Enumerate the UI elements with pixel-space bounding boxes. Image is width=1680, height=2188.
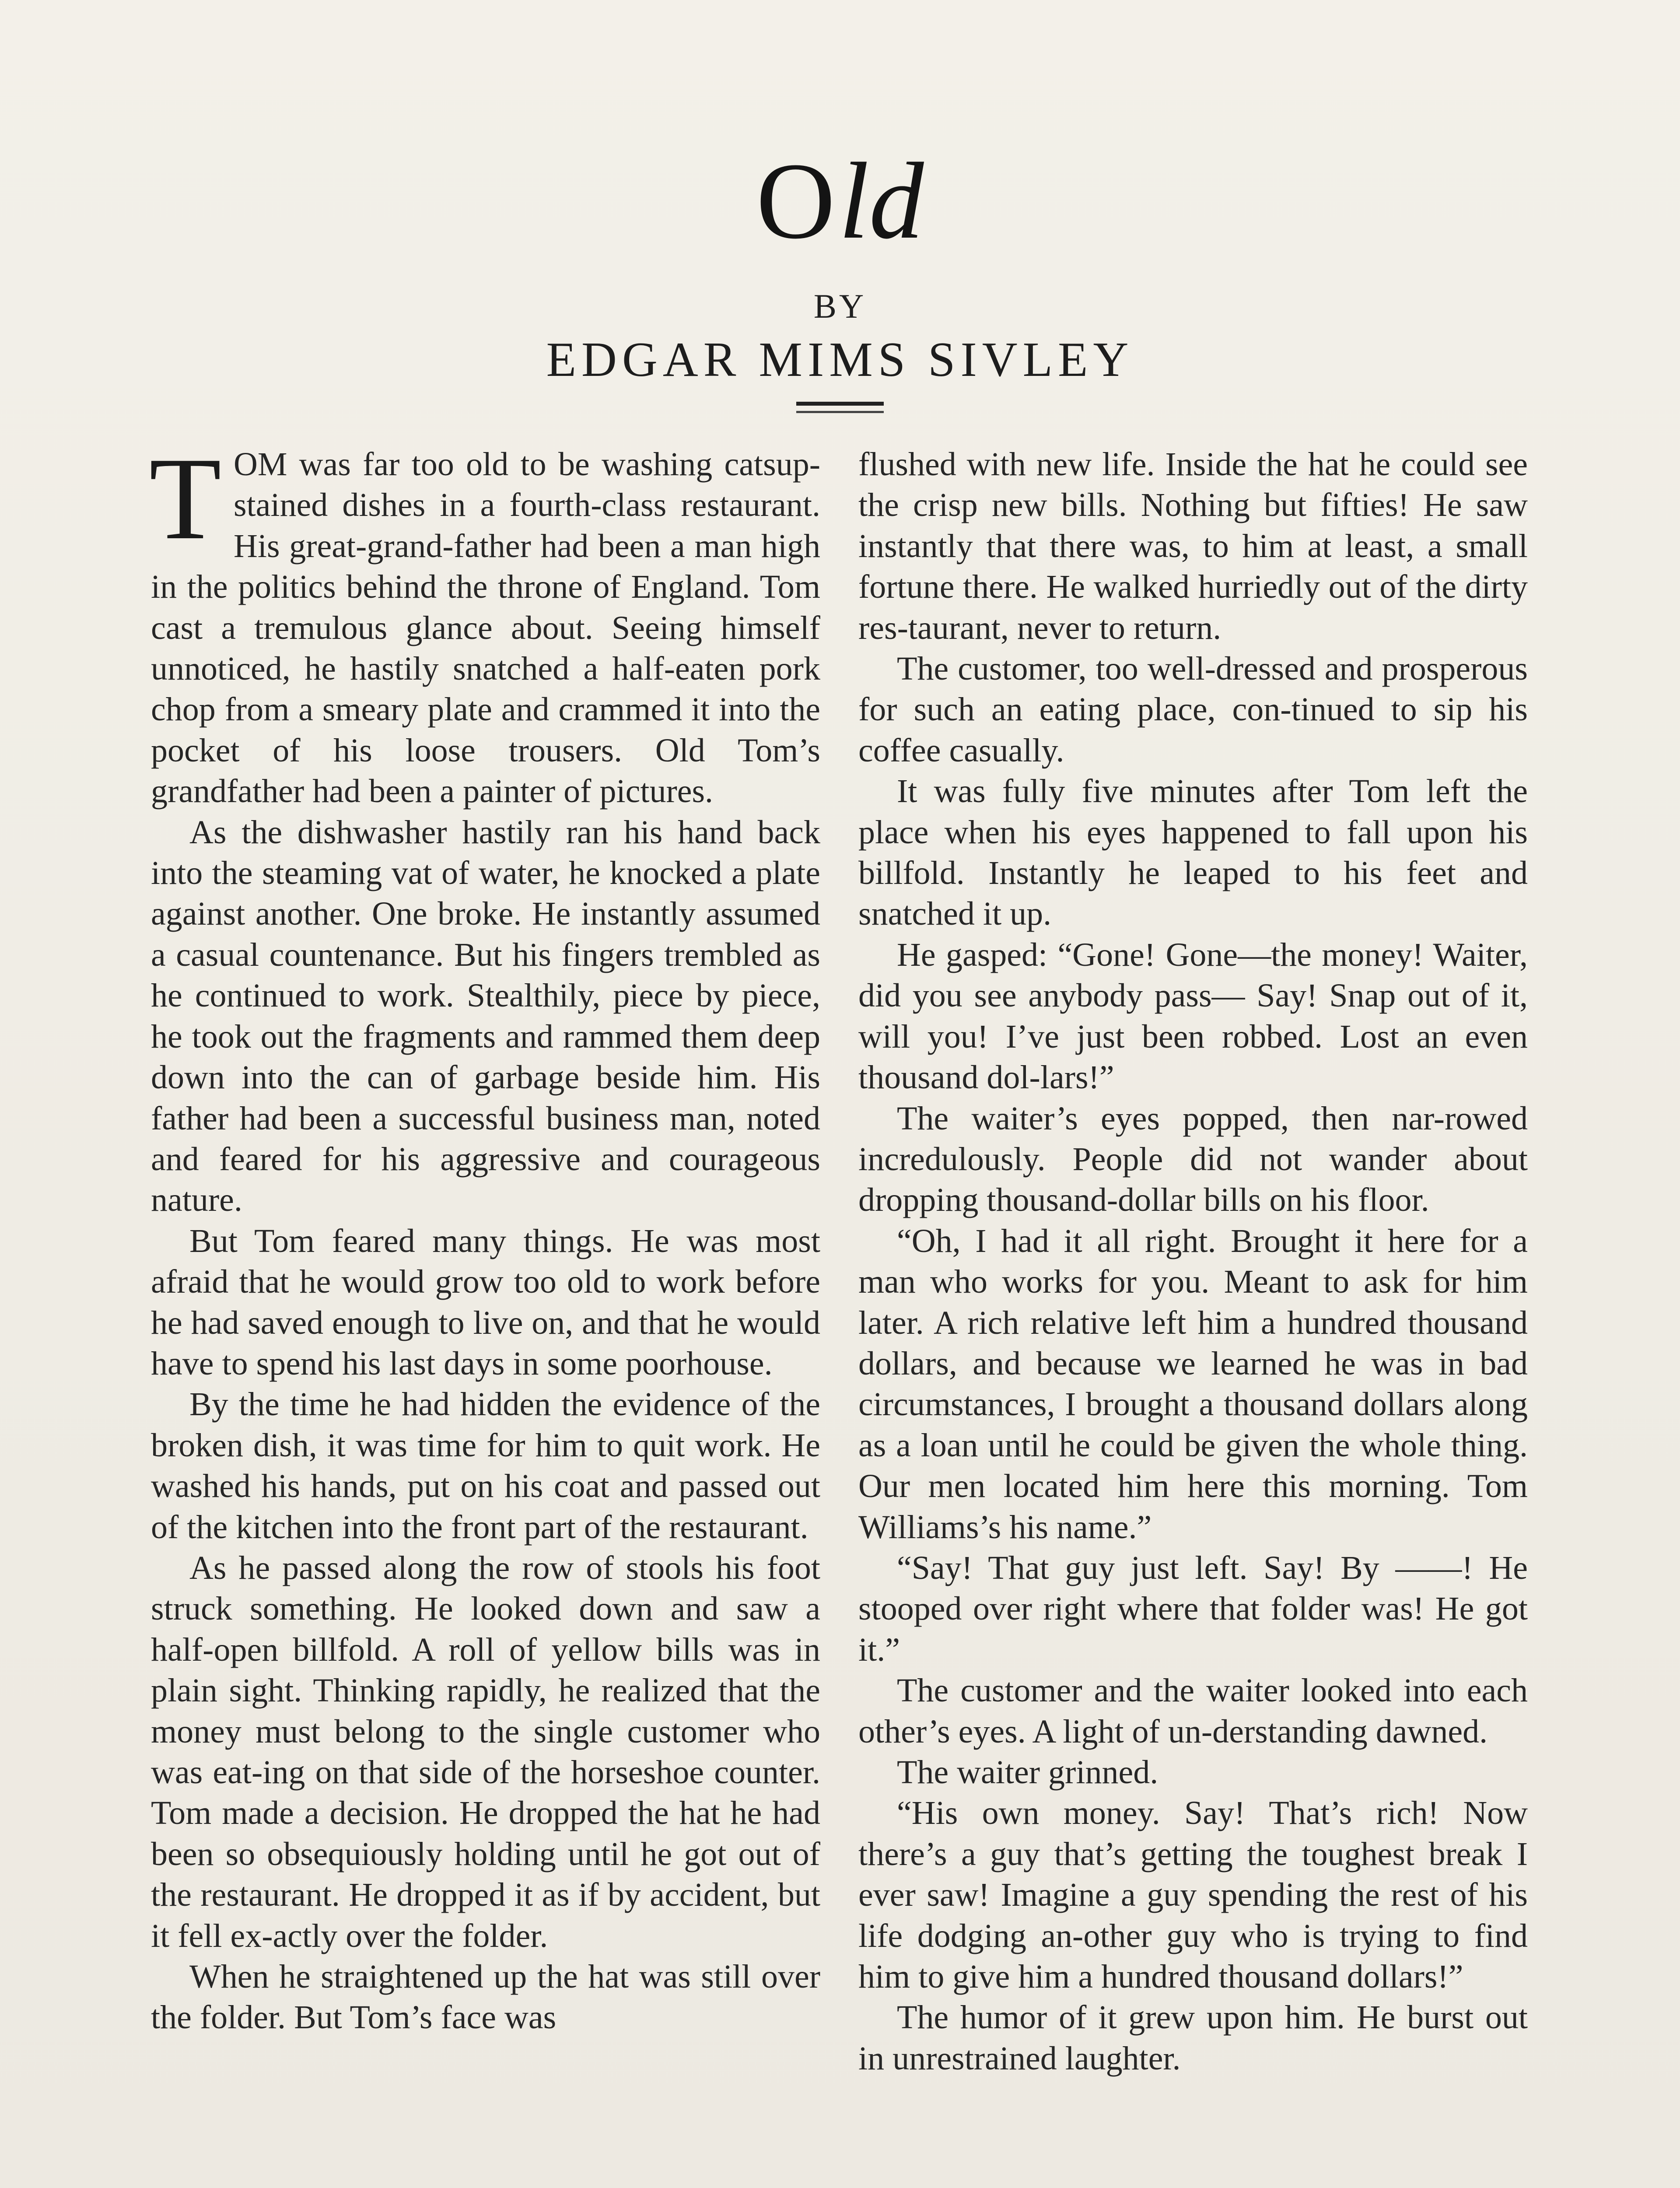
continued-paragraph: flushed with new life. Inside the hat he could see the crisp new bills. Nothing but fifties! He saw instantly that there was, to him at least, a small fortune there. He walked hurriedly out of the dirty res-taurant, never to return. — [858, 446, 1528, 646]
title-initial: O — [756, 140, 839, 262]
paragraph: By the time he had hidden the evidence of the broken dish, it was time for him to quit work. He washed his hands, put on his coat and passed out of the kitchen into the front part of the restaurant. — [151, 1386, 820, 1546]
paragraph: When he straightened up the hat was still over the folder. But Tom’s face was — [151, 1958, 820, 2036]
paragraph: The humor of it grew upon him. He burst out in unrestrained laughter. — [858, 1999, 1528, 2077]
author-name: EDGAR MIMS SIVLEY — [546, 333, 1134, 387]
paragraph: The waiter grinned. — [897, 1754, 1158, 1791]
paragraph: As he passed along the row of stools his foot struck something. He looked down and saw a half-open billfold. A roll of yellow bills was in plain sight. Thinking rapidly, he realized that the money must belong to the single customer who was eat-ing on that side of the horseshoe counter. Tom made a decision. He dropped the hat he had been so obsequiously holding until he got out of the restaurant. He dropped it as if by accident, but it fell ex-actly over the folder. — [151, 1549, 820, 1954]
paragraph: It was fully five minutes after Tom left the place when his eyes happened to fall upon his billfold. Instantly he leaped to his feet and snatched it up. — [858, 773, 1528, 933]
paragraph: “Say! That guy just left. Say! By ——! He stooped over right where that folder was! He got it.” — [858, 1549, 1528, 1668]
opening-paragraph — [149, 433, 820, 812]
paragraph: As the dishwasher hastily ran his hand back into the steaming vat of water, he knocked a plate against another. One broke. He instantly assumed a casual countenance. But his fingers trembled as he continued to work. Stealthily, piece by piece, he took out the fragments and rammed them deep down into the can of garbage beside him. His father had been a successful business man, noted and feared for his aggressive and courageous nature. — [151, 813, 820, 1219]
title-divider — [796, 402, 884, 413]
paragraph: The customer and the waiter looked into each other’s eyes. A light of un-derstanding dawned. — [858, 1672, 1528, 1750]
title-rest: ld — [839, 140, 924, 262]
paragraph: “Oh, I had it all right. Brought it here for a man who works for you. Meant to ask for him later. A rich relative left him a hundred thousand dollars, and because we learned he was in bad circumstances, I brought a thousand dollars along as a loan until he could be given the whole thing. Our men located him here this morning. Tom Williams’s his name.” — [858, 1222, 1528, 1546]
paragraph: He gasped: “Gone! Gone—the money! Waiter, did you see anybody pass— Say! Snap out of it, will you! I’ve just been robbed. Lost an even thousand dol-lars!” — [858, 936, 1528, 1096]
paragraph: The waiter’s eyes popped, then nar-rowed incredulously. People did not wander about dropping thousand-dollar bills on his floor. — [858, 1100, 1528, 1219]
drop-cap: T — [149, 433, 221, 564]
byline: BY — [813, 287, 867, 325]
story-title — [0, 140, 1680, 262]
paragraph: The customer, too well-dressed and prosperous for such an eating place, con-tinued to sip his coffee casually. — [858, 650, 1528, 769]
opening-paragraph-text: OM was far too old to be washing catsup-stained dishes in a fourth-class restaurant. His great-grand-father had been a man high in the politics behind the throne of England. Tom cast a tremulous glance about. Seeing himself unnoticed, he hastily snatched a half-eaten pork chop from a smeary plate and crammed it into the pocket of his loose trousers. Old Tom’s grandfather had been a painter of pictures. — [151, 446, 820, 810]
left-column — [149, 433, 820, 2038]
paragraph: But Tom feared many things. He was most afraid that he would grow too old to work before he had saved enough to live on, and that he would have to spend his last days in some poorhouse. — [151, 1222, 820, 1382]
paragraph: “His own money. Say! That’s rich! Now there’s a guy that’s getting the toughest break I ever saw! Imagine a guy spending the rest of his life dodging an-other guy who is trying to find him to give him a hundred thousand dollars!” — [858, 1795, 1528, 1995]
right-column — [858, 444, 1528, 2079]
